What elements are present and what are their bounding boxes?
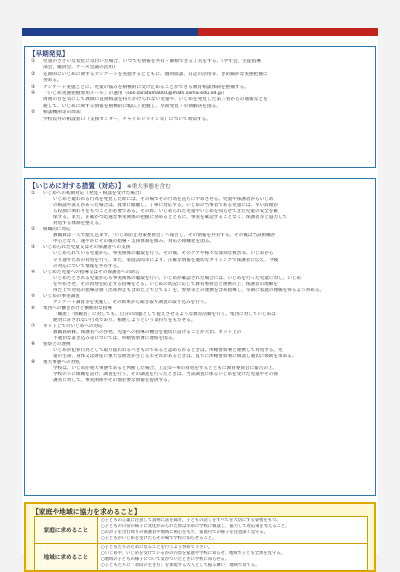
item-text <box>43 245 370 269</box>
row-content <box>98 544 368 571</box>
early-detection-title: 【早期発見】 <box>29 50 69 58</box>
row-line: ○子どもの日常の様子に変化がみられた際は早めに学校に相談し、協力して対応策を考えること。 <box>101 524 290 529</box>
item-line: 教職員は一人で抱え込まず、「いじめ防止対策委員会」へ報告し、その情報を共有する。その後は当該組織が <box>53 233 276 239</box>
item-heading: 集団への働きかけと横断的な指導 <box>43 305 112 311</box>
item-heading: いじめへの初期対応（発見・相談を受けた場合） <box>43 191 145 196</box>
list-item <box>31 191 370 227</box>
item-number: ③ <box>31 245 36 251</box>
item-heading: ネット上でのいじめへの対応 <box>43 324 103 330</box>
list-item <box>31 59 370 72</box>
item-text <box>43 91 370 110</box>
item-number: ④ <box>31 269 36 275</box>
response-measures-list <box>31 191 370 385</box>
row-line: ○地域の子どもの様子について気がついたときに学校に知らせる。 <box>101 557 230 562</box>
item-line: 保する。また、正確かつ迅速な事実関係の把握に努めるとともに、事実を確認することなく、保護者等と協力して <box>53 215 288 221</box>
list-item <box>31 110 370 123</box>
family-community-title: 【家庭や地域に協力を求めること】 <box>32 508 141 516</box>
item-line: 護者に対して、事実関係やその他必要な情報を提供する。 <box>53 378 173 384</box>
list-item <box>31 294 370 306</box>
item-number: ② <box>31 227 36 233</box>
item-text <box>43 360 370 384</box>
item-line: 童の生命、身体又は財産に重大な被害が生じるおそれがあるときは、直ちに所轄警察署に相談し適切に援助を求める。 <box>53 354 297 360</box>
row-line: ○子どもの言葉に注意して真剣に話を聞き、子どもの話しをすべてを大切にする姿勢をもつ。 <box>101 518 281 523</box>
row-label: 地域に求めること <box>35 544 98 571</box>
header-band-blue <box>22 28 198 36</box>
item-text <box>43 342 370 360</box>
header-band-red <box>198 28 378 36</box>
item-number: ⑤ <box>31 293 36 299</box>
table-row <box>35 517 368 544</box>
family-community-table <box>34 516 368 571</box>
item-line: 教職員研修、保護者への啓発、児童への指導の機会を適切に設けることが大切。ネット上の <box>53 330 242 336</box>
early-detection-section <box>24 46 376 168</box>
early-detection-list <box>31 59 370 123</box>
item-line: 「観衆」「傍観者」に対しても、自分の問題として捉えさせるような教育活動を行う。集団に対していじめは <box>53 311 276 317</box>
item-line: をやめさせ、その再発を防止する指導をとる。いじめの状況に応じて教育委員会と連携の上、保護者の理解を <box>53 281 278 287</box>
item-heading: 重大事態への対処 <box>43 360 80 366</box>
row-line: ○子どもたちに「普段の生き方」を体現する大人として振る舞い、地域で育てる。 <box>101 563 260 568</box>
item-heading: 児童のささいな変化に気付いた場合、いつでも情報を共有・蓄積できる工夫をする。（学年会、生徒指導 <box>43 59 261 64</box>
list-item <box>31 360 370 384</box>
item-number: ⑧ <box>31 342 36 348</box>
item-heading: 組織的に対応 <box>43 227 71 233</box>
item-heading: 相談機関等の周知 <box>43 110 81 116</box>
document-page <box>22 28 378 568</box>
list-item <box>31 324 370 342</box>
item-text <box>43 191 370 227</box>
item-number: ⑥ <box>31 305 36 311</box>
item-line: いじめが犯罪行為として取り扱われるべきものであると認められるときは、所轄警察署と連携して対処する。児 <box>53 348 283 354</box>
item-line: 絶対に許されない行為であり、根絶しようという気持ちをもたせる。 <box>53 317 196 323</box>
item-heading: 定期的にいじめに関するアンケートを実施するとともに、個別面談、日記の活用等、きめ細かな実態把握に <box>43 71 268 77</box>
item-line: 努める。 <box>43 78 62 84</box>
item-line: の相談や訴えがあった場合は、真摯に傾聴し、丁寧に対応する。いじめの当事者である児童には、早い段階か <box>53 203 279 209</box>
item-line: いじめたとされる児童からも事実関係の聴取を行い、いじめが確認された場合には、いじめを行った児童に対し、いじめ <box>53 275 302 281</box>
list-item <box>31 306 370 324</box>
item-number: ① <box>31 191 36 196</box>
row-line: ○いじめや、いじめを受けているかの内容を家庭や学校に知らせ、地域で子ども全体を見守る。 <box>101 551 285 556</box>
list-item <box>31 227 370 245</box>
item-text <box>43 306 370 324</box>
response-measures-title <box>29 180 171 190</box>
item-number: ④ <box>31 91 36 97</box>
item-line: 中心となり、速やかにその後の指導・支援体制を組み、対応の組織化を図る。 <box>53 239 215 245</box>
response-measures-section <box>24 178 376 496</box>
item-number: ③ <box>31 84 36 90</box>
item-number: ① <box>31 59 36 64</box>
header-band <box>22 28 378 36</box>
response-measures-heading: 【いじめに対する措置（対応）】 <box>29 182 125 190</box>
item-text <box>43 294 370 306</box>
item-line: いじめられている児童から、事実関係の聴取を行う。その後、そのケアや様々な深刻な被害等、いじめから <box>53 251 274 257</box>
item-heading: 「いじめ実態把握専用メール」の運用（sos-saratama001@mats.sama-edu.ed.jp） <box>43 91 227 97</box>
item-text <box>43 227 370 245</box>
item-text <box>43 270 370 294</box>
item-line: 学校は、いじめが重大事態であると判断した場合、上記①〜⑧の対処をするとともに教育委員会に報告の上、 <box>53 366 278 372</box>
item-line: 得た上で対処の指導計画（出席停止も含めた上で立てる）を、警察等との連携を含め指導し、早期に家庭の理解を得るよう努める。 <box>53 287 325 293</box>
item-line: いじめと疑われる行為を発見した際には、その場でその行為を直ちにやめさせる。児童や保護者からいじめ <box>53 197 274 203</box>
row-line: ○わが子を含む周りの保護者や地域に関心をもち、家庭内での様子を注意深く見守る。 <box>101 530 269 535</box>
item-line: の対応について情報を共有する。 <box>53 263 122 269</box>
item-line: 学校の下に組織を設け、調査を行う。その調査を行ったときは、当該調査に係るいじめを受けた児童やその保 <box>53 372 278 378</box>
item-line: 学校以外の相談窓口（支援センター、チャイルドライン等）について周知する。 <box>43 116 212 122</box>
row-content <box>98 517 368 544</box>
item-number: ② <box>31 71 36 77</box>
item-line: 不適切な書き込み等については、所轄警察署に連絡を図る。 <box>53 336 177 342</box>
item-line: 対処する体制を整える。 <box>53 221 104 227</box>
item-number: ⑨ <box>31 360 36 366</box>
item-number: ⑤ <box>31 110 36 116</box>
item-text <box>43 110 370 123</box>
item-line: ら役割に関わりをもつことが必要である。その際、いじめられた児童やいじめを知らせてきた児童の安全を確 <box>53 209 278 215</box>
row-line: ○子どもがいじめを受けたらその場で学校に知らせること。 <box>101 536 217 541</box>
item-line: 部会、職員会、ケース会議の活用） <box>43 65 118 71</box>
item-heading: 警察との連携 <box>43 342 71 348</box>
item-line: 通して、いじめに関する情報を積極的に幅広く把握し、早期発見・早期解決を図る。 <box>43 103 222 109</box>
list-item <box>31 72 370 85</box>
list-item <box>31 91 370 110</box>
item-heading: いじめの事実調査 <box>43 293 80 299</box>
list-item <box>31 342 370 360</box>
family-community-section <box>24 502 376 572</box>
item-text <box>43 59 370 72</box>
item-number: ⑦ <box>31 324 36 330</box>
list-item <box>31 245 370 269</box>
item-line: 守り通すための対処を行う。また、家庭訪問等により、正確な情報を適切なタイミングで保護者に伝え、今後 <box>53 257 279 263</box>
item-heading: いじめた児童への指導又はその保護者への助言 <box>43 269 140 275</box>
item-heading: いじめられた児童又はその保護者への支援 <box>43 245 131 251</box>
item-text <box>43 72 370 85</box>
row-label: 家庭に求めること <box>35 517 98 544</box>
item-heading: アンケート実施ごとに、児童の悩みを積極的に受け止めることができる教育相談体制を整備する。 <box>43 84 249 90</box>
table-row <box>35 544 368 571</box>
item-line: 周囲の目を気にして教師に直接相談を持ちかけられない児童や、いじめを発見した第三者からの通報などを <box>43 97 268 103</box>
item-text <box>43 324 370 342</box>
response-measures-note: ※重大事態を含む <box>126 184 171 190</box>
list-item <box>31 270 370 294</box>
row-line: ○子どもたちのためになることを行うよう努めて下さい。 <box>101 545 213 550</box>
item-line: アンケート調査等を実施し、その結果から聞き取り調査の取り込みを行う。 <box>53 299 209 305</box>
